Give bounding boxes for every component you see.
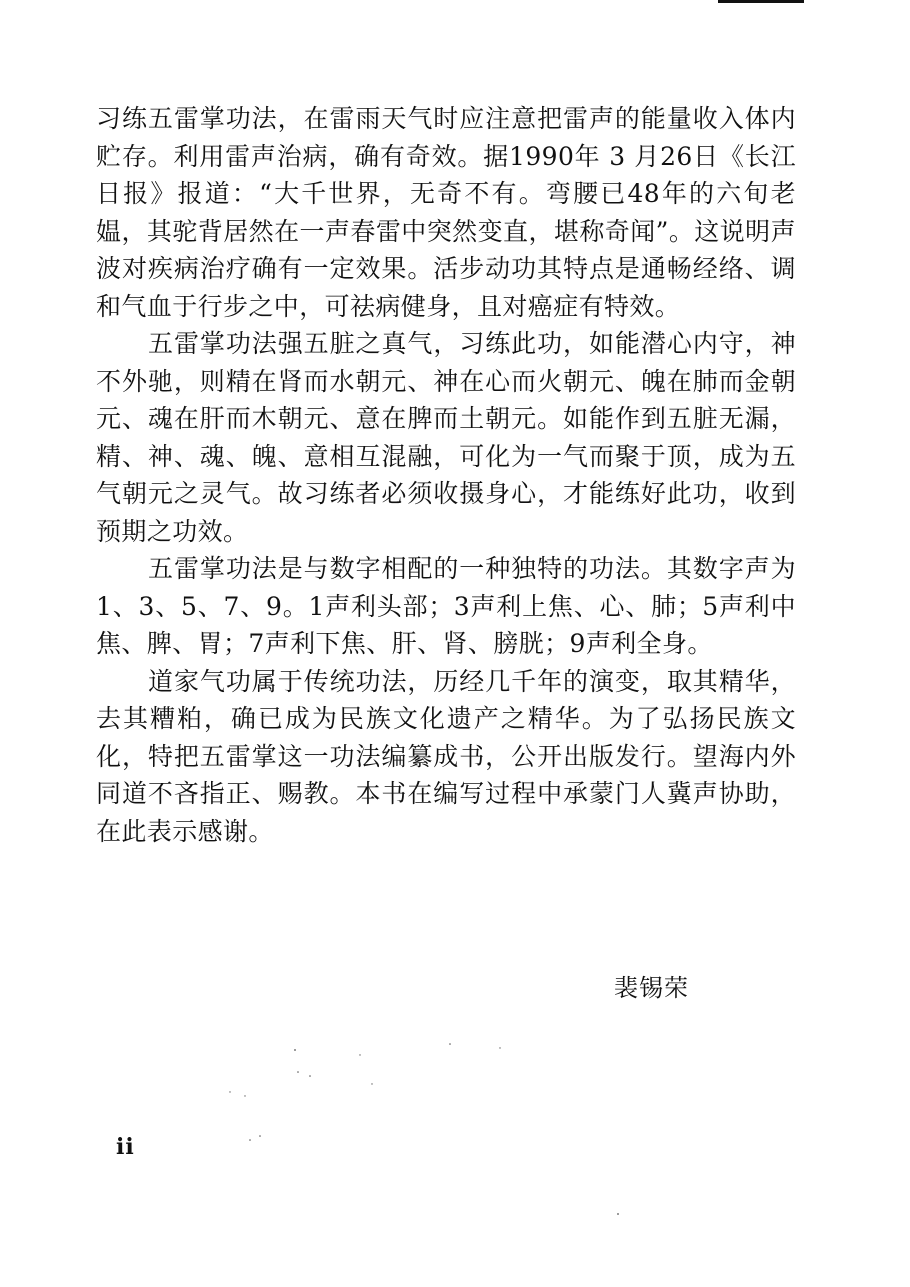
top-rule: [718, 0, 804, 3]
page-number: ii: [116, 1134, 135, 1160]
scan-specks: [200, 1030, 660, 1230]
author-signature: 裴锡荣: [614, 974, 689, 1002]
paragraph-4: 道家气功属于传统功法，历经几千年的演变，取其精华，去其糟粕，确已成为民族文化遗产之精华。为了弘扬民族文化，特把五雷掌这一功法编纂成书，公开出版发行。望海内外同道不吝指正、赐教。本书在编写过程中承蒙门人冀声协助，在此表示感谢。: [96, 666, 796, 846]
preface-body: [96, 100, 796, 850]
paragraph-2: 五雷掌功法强五脏之真气，习练此功，如能潜心内守，神不外驰，则精在肾而水朝元、神在心而火朝元、魄在肺而金朝元、魂在肝而木朝元、意在脾而土朝元。如能作到五脏无漏，精、神、魂、魄、意相互混融，可化为一气而聚于顶，成为五气朝元之灵气。故习练者必须收摄身心，才能练好此功，收到预期之功效。: [96, 329, 796, 546]
paragraph-1: 习练五雷掌功法，在雷雨天气时应注意把雷声的能量收入体内贮存。利用雷声治病，确有奇效。据1990年 3 月26日《长江日报》报道：“大千世界，无奇不有。弯腰已48年的六旬老媪，其驼背居然在一声春雷中突然变直，堪称奇闻”。这说明声波对疾病治疗确有一定效果。活步动功其特点是通畅经络、调和气血于行步之中，可祛病健身，且对癌症有特效。: [96, 104, 796, 321]
paragraph-3: 五雷掌功法是与数字相配的一种独特的功法。其数字声为1、3、5、7、9。1声利头部；3声利上焦、心、肺；5声利中焦、脾、胃；7声利下焦、肝、肾、膀胱；9声利全身。: [96, 554, 796, 658]
